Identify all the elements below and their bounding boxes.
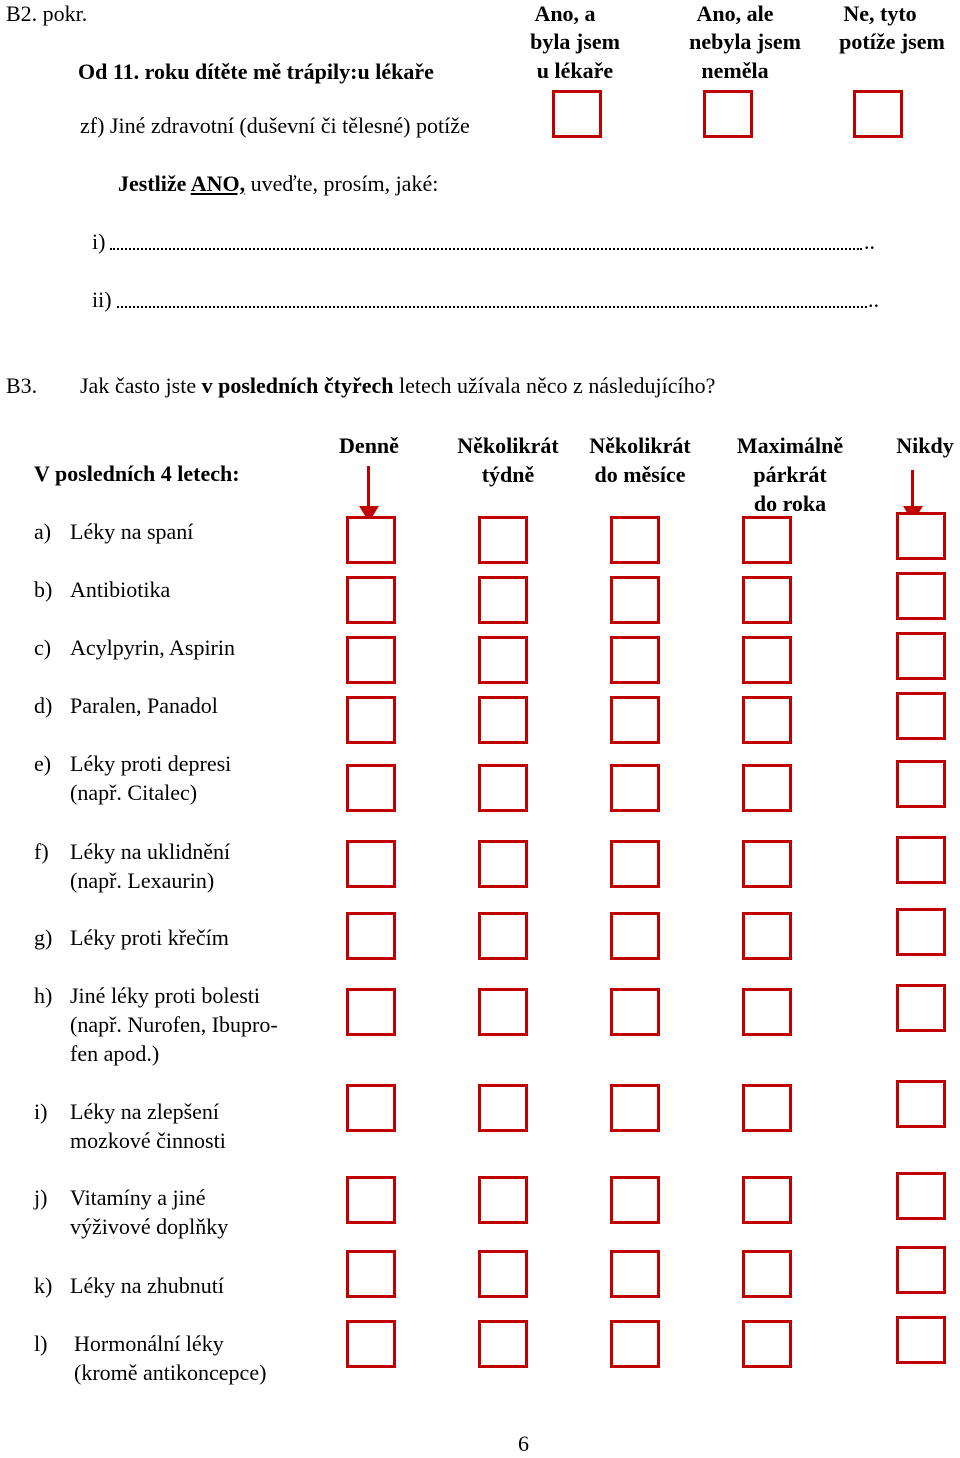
row-label: Paralen, Panadol	[70, 693, 218, 718]
row-label: Hormonální léky	[74, 1331, 224, 1356]
checkbox[interactable]	[896, 908, 946, 956]
b3-number: B3.	[6, 373, 38, 398]
row-label: Léky na zhubnutí	[70, 1273, 224, 1298]
checkbox[interactable]	[742, 1176, 792, 1224]
table-row-header: V posledních 4 letech:	[34, 461, 240, 486]
row-label: (např. Citalec)	[70, 780, 198, 805]
checkbox[interactable]	[610, 636, 660, 684]
row-label: Vitamíny a jiné	[70, 1185, 206, 1210]
row-letter: l)	[34, 1331, 48, 1356]
checkbox[interactable]	[610, 1084, 660, 1132]
row-label: (např. Lexaurin)	[70, 868, 215, 893]
checkbox[interactable]	[346, 516, 396, 564]
checkbox[interactable]	[346, 912, 396, 960]
checkbox[interactable]	[478, 1176, 528, 1224]
checkbox[interactable]	[478, 912, 528, 960]
checkbox[interactable]	[742, 636, 792, 684]
checkbox[interactable]	[478, 840, 528, 888]
answer-line-ii[interactable]	[117, 306, 867, 308]
checkbox[interactable]	[742, 840, 792, 888]
checkbox[interactable]	[478, 516, 528, 564]
row-letter: g)	[34, 925, 53, 950]
row-label: Léky proti depresi	[70, 751, 232, 776]
checkbox[interactable]	[478, 1320, 528, 1368]
checkbox[interactable]	[896, 760, 946, 808]
checkbox[interactable]	[896, 512, 946, 560]
checkbox[interactable]	[346, 636, 396, 684]
checkbox[interactable]	[896, 632, 946, 680]
checkbox[interactable]	[478, 576, 528, 624]
row-label: výživové doplňky	[70, 1214, 229, 1239]
checkbox[interactable]	[346, 988, 396, 1036]
checkbox[interactable]	[478, 764, 528, 812]
row-label: Léky proti křečím	[70, 925, 229, 950]
zf-label: zf) Jiné zdravotní (duševní či tělesné) potíže	[80, 113, 470, 138]
row-letter: e)	[34, 751, 52, 776]
row-label: Léky na uklidnění	[70, 839, 231, 864]
checkbox[interactable]	[610, 1250, 660, 1298]
checkbox[interactable]	[853, 90, 903, 138]
followup-text: Jestliže ANO, uveďte, prosím, jaké:	[118, 171, 439, 196]
checkbox[interactable]	[610, 696, 660, 744]
checkbox[interactable]	[742, 1320, 792, 1368]
row-label: Jiné léky proti bolesti	[70, 983, 261, 1008]
checkbox[interactable]	[610, 1176, 660, 1224]
checkbox[interactable]	[896, 1080, 946, 1128]
checkbox[interactable]	[896, 1172, 946, 1220]
row-label: (kromě antikoncepce)	[74, 1360, 267, 1385]
answer-label-i: i)	[92, 229, 106, 254]
answer-end-i: ..	[864, 229, 875, 254]
row-letter: h)	[34, 983, 53, 1008]
checkbox[interactable]	[478, 696, 528, 744]
checkbox[interactable]	[610, 1320, 660, 1368]
answer-line-i[interactable]	[110, 248, 862, 250]
checkbox[interactable]	[896, 692, 946, 740]
row-label: Léky na spaní	[70, 519, 194, 544]
checkbox[interactable]	[346, 840, 396, 888]
checkbox[interactable]	[896, 572, 946, 620]
answer-end-ii: ..	[868, 287, 879, 312]
checkbox[interactable]	[742, 1084, 792, 1132]
checkbox[interactable]	[552, 90, 602, 138]
checkbox[interactable]	[742, 516, 792, 564]
row-letter: i)	[34, 1099, 48, 1124]
checkbox[interactable]	[478, 1084, 528, 1132]
checkbox[interactable]	[742, 696, 792, 744]
checkbox[interactable]	[346, 764, 396, 812]
checkbox[interactable]	[742, 988, 792, 1036]
row-label: Antibiotika	[70, 577, 171, 602]
checkbox[interactable]	[896, 1316, 946, 1364]
section-label: B2. pokr.	[6, 1, 88, 26]
row-letter: f)	[34, 839, 49, 864]
checkbox[interactable]	[896, 836, 946, 884]
b3-question: Jak často jste v posledních čtyřech letech užívala něco z následujícího?	[80, 373, 716, 398]
checkbox[interactable]	[610, 516, 660, 564]
row-letter: a)	[34, 519, 52, 544]
checkbox[interactable]	[346, 1176, 396, 1224]
b2-question: Od 11. roku dítěte mě trápily:u lékaře	[78, 59, 434, 84]
row-label: Léky na zlepšení	[70, 1099, 220, 1124]
checkbox[interactable]	[896, 984, 946, 1032]
checkbox[interactable]	[742, 576, 792, 624]
checkbox[interactable]	[742, 1250, 792, 1298]
checkbox[interactable]	[478, 636, 528, 684]
checkbox[interactable]	[346, 1084, 396, 1132]
row-label: mozkové činnosti	[70, 1128, 226, 1153]
checkbox[interactable]	[896, 1246, 946, 1294]
page-number: 6	[518, 1431, 529, 1456]
checkbox[interactable]	[610, 912, 660, 960]
row-letter: j)	[34, 1185, 48, 1210]
checkbox[interactable]	[742, 912, 792, 960]
checkbox[interactable]	[742, 764, 792, 812]
row-label: fen apod.)	[70, 1041, 160, 1066]
checkbox[interactable]	[478, 988, 528, 1036]
checkbox[interactable]	[346, 576, 396, 624]
row-letter: b)	[34, 577, 53, 602]
checkbox[interactable]	[346, 696, 396, 744]
row-letter: k)	[34, 1273, 53, 1298]
checkbox[interactable]	[610, 764, 660, 812]
row-letter: c)	[34, 635, 52, 660]
row-label: Acylpyrin, Aspirin	[70, 635, 235, 660]
answer-label-ii: ii)	[92, 287, 112, 312]
row-label: (např. Nurofen, Ibupro-	[70, 1012, 278, 1037]
checkbox[interactable]	[478, 1250, 528, 1298]
checkbox[interactable]	[610, 840, 660, 888]
row-letter: d)	[34, 693, 53, 718]
checkbox[interactable]	[610, 576, 660, 624]
checkbox[interactable]	[346, 1320, 396, 1368]
checkbox[interactable]	[610, 988, 660, 1036]
checkbox[interactable]	[346, 1250, 396, 1298]
checkbox[interactable]	[703, 90, 753, 138]
